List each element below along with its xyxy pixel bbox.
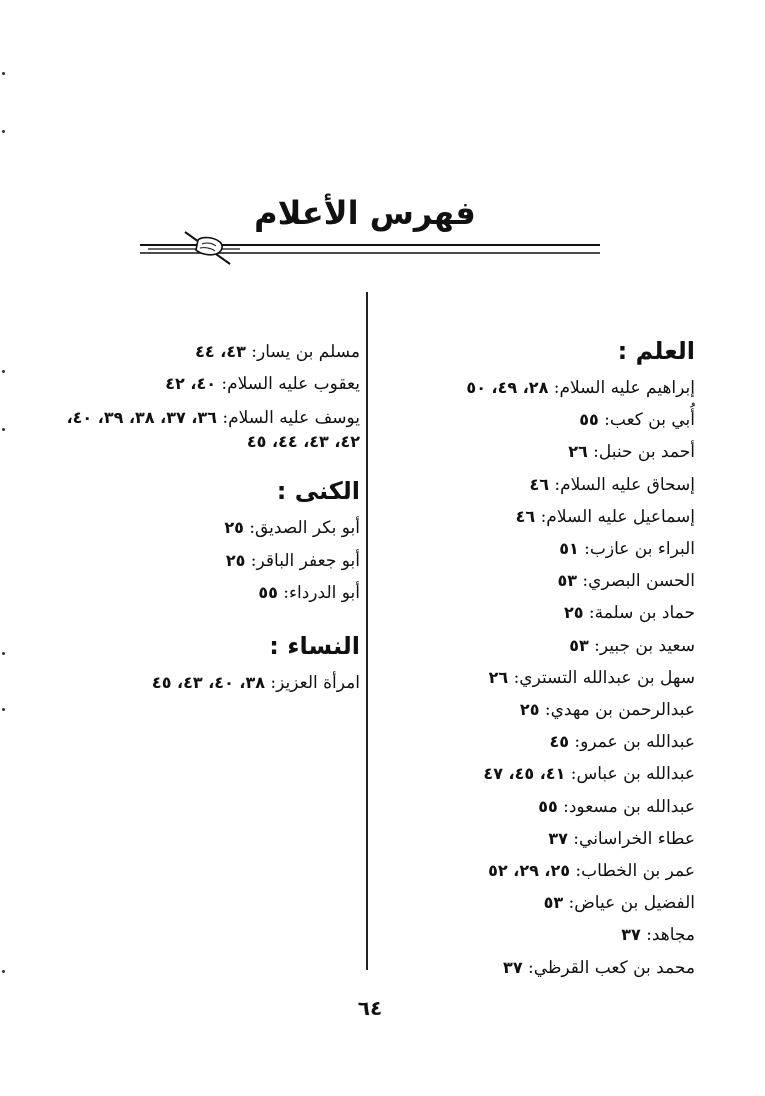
entry-name: حماد بن سلمة: bbox=[583, 603, 695, 624]
entry-pages: ٢٥، ٢٩، ٥٢ bbox=[488, 861, 571, 881]
index-entry bbox=[395, 791, 695, 823]
entry-pages: ٤٥ bbox=[549, 732, 569, 752]
entry-pages: ٢٥ bbox=[225, 550, 246, 570]
entry-name: الفضيل بن عياض: bbox=[563, 893, 695, 914]
index-entry bbox=[395, 887, 695, 919]
index-entry bbox=[60, 368, 360, 400]
entry-name: يعقوب عليه السلام: bbox=[215, 374, 360, 395]
index-entry bbox=[395, 758, 695, 790]
entry-name: الحسن البصري: bbox=[577, 571, 695, 592]
entry-name: يوسف عليه السلام: bbox=[216, 408, 360, 429]
index-entry bbox=[395, 694, 695, 726]
index-entry bbox=[60, 406, 360, 454]
scan-speck bbox=[2, 970, 5, 973]
entry-pages: ٤٦ bbox=[529, 474, 549, 494]
entries-list-alam-continued bbox=[60, 336, 360, 454]
entry-pages: ٥٣ bbox=[557, 571, 578, 591]
scan-speck bbox=[2, 130, 5, 133]
entry-name: أحمد بن حنبل: bbox=[587, 442, 695, 463]
entry-name: أبو بكر الصديق: bbox=[243, 518, 360, 539]
column-divider bbox=[366, 292, 368, 970]
scan-speck bbox=[2, 72, 5, 75]
entry-name: إسماعيل عليه السلام: bbox=[535, 506, 695, 527]
entry-pages: ٣٨، ٤٠، ٤٣، ٤٥ bbox=[151, 673, 266, 693]
entry-pages: ٣٧ bbox=[503, 957, 523, 977]
scan-speck bbox=[2, 652, 5, 655]
entry-pages: ٢٦ bbox=[568, 442, 588, 462]
entry-pages: ٥٥ bbox=[258, 582, 278, 602]
index-entry bbox=[395, 662, 695, 694]
entry-name: عبدالرحمن بن مهدي: bbox=[539, 700, 695, 721]
index-entry bbox=[60, 336, 360, 368]
index-entry bbox=[395, 501, 695, 533]
section-heading-nisa: النساء : bbox=[269, 632, 360, 661]
entry-pages: ٤٦ bbox=[515, 506, 536, 526]
index-entry bbox=[395, 436, 695, 468]
index-entry bbox=[395, 404, 695, 436]
section-heading-kuna: الكنى : bbox=[276, 477, 360, 506]
entry-name: البراء بن عازب: bbox=[578, 539, 695, 560]
page-number: ٦٤ bbox=[357, 996, 383, 1020]
entry-pages: ٤١، ٤٥، ٤٧ bbox=[483, 764, 566, 784]
index-entry bbox=[395, 726, 695, 758]
index-entry bbox=[395, 372, 695, 404]
page-title: فهرس الأعلام bbox=[254, 194, 476, 232]
entry-pages: ٢٨، ٤٩، ٥٠ bbox=[466, 378, 549, 397]
index-entry bbox=[395, 952, 695, 984]
index-entry bbox=[395, 469, 695, 501]
index-entry bbox=[60, 577, 360, 609]
entry-name: سعيد بن جبير: bbox=[588, 635, 695, 656]
entry-pages: ٣٧ bbox=[548, 828, 568, 848]
pen-ornament-icon bbox=[140, 228, 600, 268]
entry-pages: ٥٣ bbox=[569, 635, 589, 655]
index-entry bbox=[60, 512, 360, 544]
entry-name: عبدالله بن عباس: bbox=[565, 764, 695, 785]
scan-speck bbox=[2, 708, 5, 711]
entry-name: مجاهد: bbox=[640, 925, 695, 946]
index-entry bbox=[395, 823, 695, 855]
entry-pages: ٣٦، ٣٧، ٣٨، ٣٩، ٤٠، ٤٢، ٤٣، ٤٤، ٤٥ bbox=[66, 408, 360, 452]
entries-list-nisa bbox=[60, 667, 360, 699]
index-entry bbox=[395, 630, 695, 662]
index-entry bbox=[60, 667, 360, 699]
entry-pages: ٥١ bbox=[559, 539, 579, 559]
entry-name: محمد بن كعب القرظي: bbox=[522, 957, 695, 978]
entry-name: سهل بن عبدالله التستري: bbox=[508, 667, 695, 688]
entry-name: أُبي بن كعب: bbox=[598, 410, 695, 431]
index-entry bbox=[395, 919, 695, 951]
index-column-left bbox=[60, 336, 360, 699]
entry-name: عبدالله بن مسعود: bbox=[557, 796, 695, 817]
entry-name: أبو جعفر الباقر: bbox=[245, 550, 360, 571]
entry-name: عطاء الخراساني: bbox=[567, 828, 695, 849]
index-entry bbox=[395, 597, 695, 629]
entry-pages: ٣٧ bbox=[621, 925, 641, 945]
entry-pages: ٤٣، ٤٤ bbox=[195, 342, 246, 361]
entry-pages: ٥٥ bbox=[538, 796, 558, 816]
entry-pages: ٢٥ bbox=[519, 700, 540, 720]
section-heading-alam: العلم : bbox=[617, 337, 695, 365]
section-nisa bbox=[60, 631, 360, 699]
entries-list-alam bbox=[395, 372, 695, 984]
entry-name: عمر بن الخطاب: bbox=[570, 861, 695, 882]
entries-list-kuna bbox=[60, 512, 360, 609]
entry-name: عبدالله بن عمرو: bbox=[568, 732, 695, 753]
index-entry bbox=[395, 533, 695, 565]
entry-name: امرأة العزيز: bbox=[265, 673, 360, 694]
entry-pages: ٢٥ bbox=[563, 603, 584, 623]
entry-name: إسحاق عليه السلام: bbox=[548, 474, 695, 495]
entry-name: أبو الدرداء: bbox=[277, 582, 360, 603]
index-column-right bbox=[395, 336, 695, 984]
entry-name: إبراهيم عليه السلام: bbox=[548, 378, 695, 398]
index-entry bbox=[60, 545, 360, 577]
section-kuna bbox=[60, 476, 360, 609]
index-entry bbox=[395, 855, 695, 887]
entry-pages: ٥٥ bbox=[579, 410, 599, 430]
index-entry bbox=[395, 565, 695, 597]
entry-pages: ٥٣ bbox=[543, 893, 564, 913]
scan-speck bbox=[2, 370, 5, 373]
entry-pages: ٢٥ bbox=[224, 518, 244, 538]
entry-name: مسلم بن يسار: bbox=[245, 342, 360, 362]
entry-pages: ٤٠، ٤٢ bbox=[165, 374, 216, 394]
scan-speck bbox=[2, 428, 5, 431]
entry-pages: ٢٦ bbox=[488, 667, 509, 687]
